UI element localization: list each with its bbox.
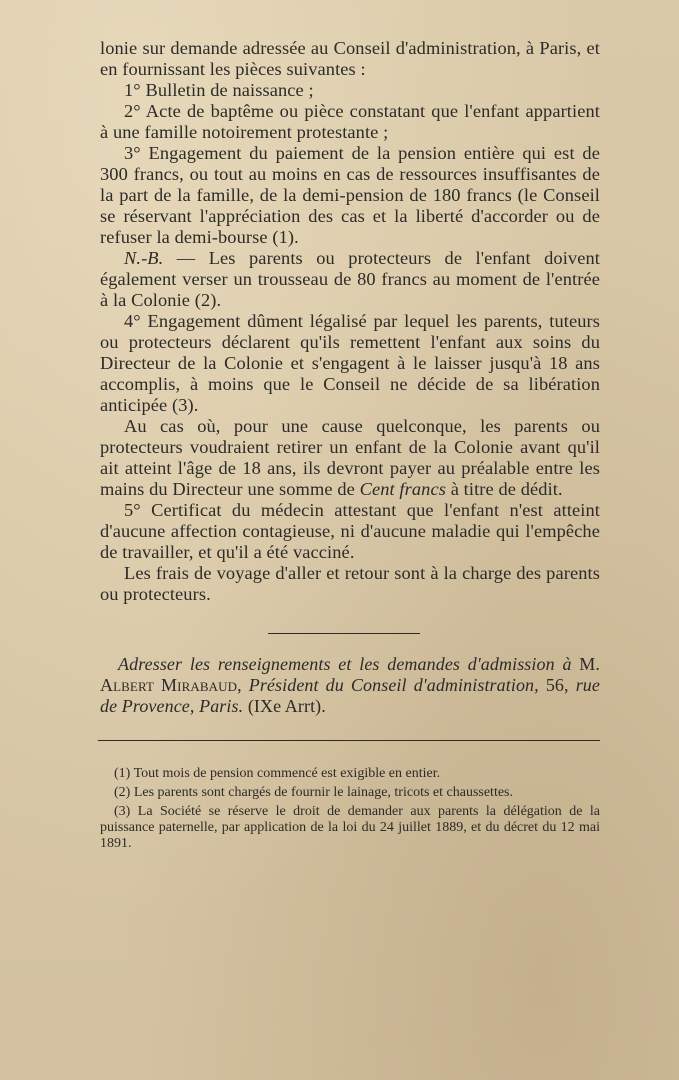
address-street: rue de Provence, — [100, 675, 600, 716]
paragraph-travel: Les frais de voyage d'aller et retour sont à la charge des parents ou protecteurs. — [100, 563, 600, 604]
address-arr: (IXe Arrt). — [247, 696, 326, 716]
footnote-3: (3) La Société se réserve le droit de demander aux parents la délégation de la puissance paternelle, par application de la loi du 24 juillet 1889, et du décret du 12 mai 1891. — [100, 804, 600, 851]
address-role: Président du Conseil d'administration, — [248, 675, 539, 695]
withdrawal-end: à titre de dédit. — [450, 479, 563, 499]
nb-label: N.-B. — [124, 248, 164, 268]
footnotes — [100, 766, 600, 852]
address-name: M. Albert Mirabaud, — [100, 654, 600, 695]
paragraph-intro: lonie sur demande adressée au Conseil d'administration, à Paris, et en fournissant les pièces suivantes : — [100, 38, 600, 79]
paragraph-nb — [100, 248, 600, 311]
withdrawal-text: Au cas où, pour une cause quelconque, les parents ou protecteurs voudraient retirer un enfant de la Colonie avant qu'il ait atteint l'âge de 18 ans, ils devront payer au préalable entre les mains du Directeur une somme de — [100, 416, 600, 499]
address-block — [100, 654, 600, 717]
paragraph-withdrawal — [100, 416, 600, 500]
separator-short — [268, 633, 420, 634]
paragraph-item-1: 1° Bulletin de naissance ; — [124, 80, 314, 100]
address-street-num: 56, — [545, 675, 569, 695]
address-lead: Adresser les renseignements et les demandes d'admission à — [118, 654, 572, 674]
paragraph-item-4: 4° Engagement dûment légalisé par lequel les parents, tuteurs ou protecteurs déclarent qu'ils remettent l'enfant aux soins du Directeur de la Colonie et s'engagent à le laisser jusqu'à 18 ans accomplis, à moins que le Conseil ne décide de sa libération anticipée (3). — [100, 311, 600, 415]
separator-long — [98, 740, 600, 741]
paragraph-item-3: 3° Engagement du paiement de la pension entière qui est de 300 francs, ou tout au moins en cas de ressources insuffisantes de la part de la famille, de la demi-pension de 180 francs (le Conseil se réservant l'appréciation des cas et la liberté d'accorder ou de refuser la demi-bourse (1). — [100, 143, 600, 247]
footnote-2: (2) Les parents sont chargés de fournir le lainage, tricots et chaussettes. — [114, 785, 513, 800]
paragraph-item-5: 5° Certificat du médecin attestant que l'enfant n'est atteint d'aucune affection contagieuse, ni d'aucune maladie qui l'empêche de travailler, et qu'il a été vacciné. — [100, 500, 600, 562]
document-page — [100, 38, 600, 855]
paragraph-item-2: 2° Acte de baptême ou pièce constatant que l'enfant appartient à une famille notoirement protestante ; — [100, 101, 600, 142]
footnote-1: (1) Tout mois de pension commencé est exigible en entier. — [114, 766, 441, 781]
nb-text: — Les parents ou protecteurs de l'enfant doivent également verser un trousseau de 80 francs au moment de l'entrée à la Colonie (2). — [100, 248, 600, 310]
address-city: Paris. — [199, 696, 244, 716]
cent-francs: Cent francs — [359, 479, 447, 499]
